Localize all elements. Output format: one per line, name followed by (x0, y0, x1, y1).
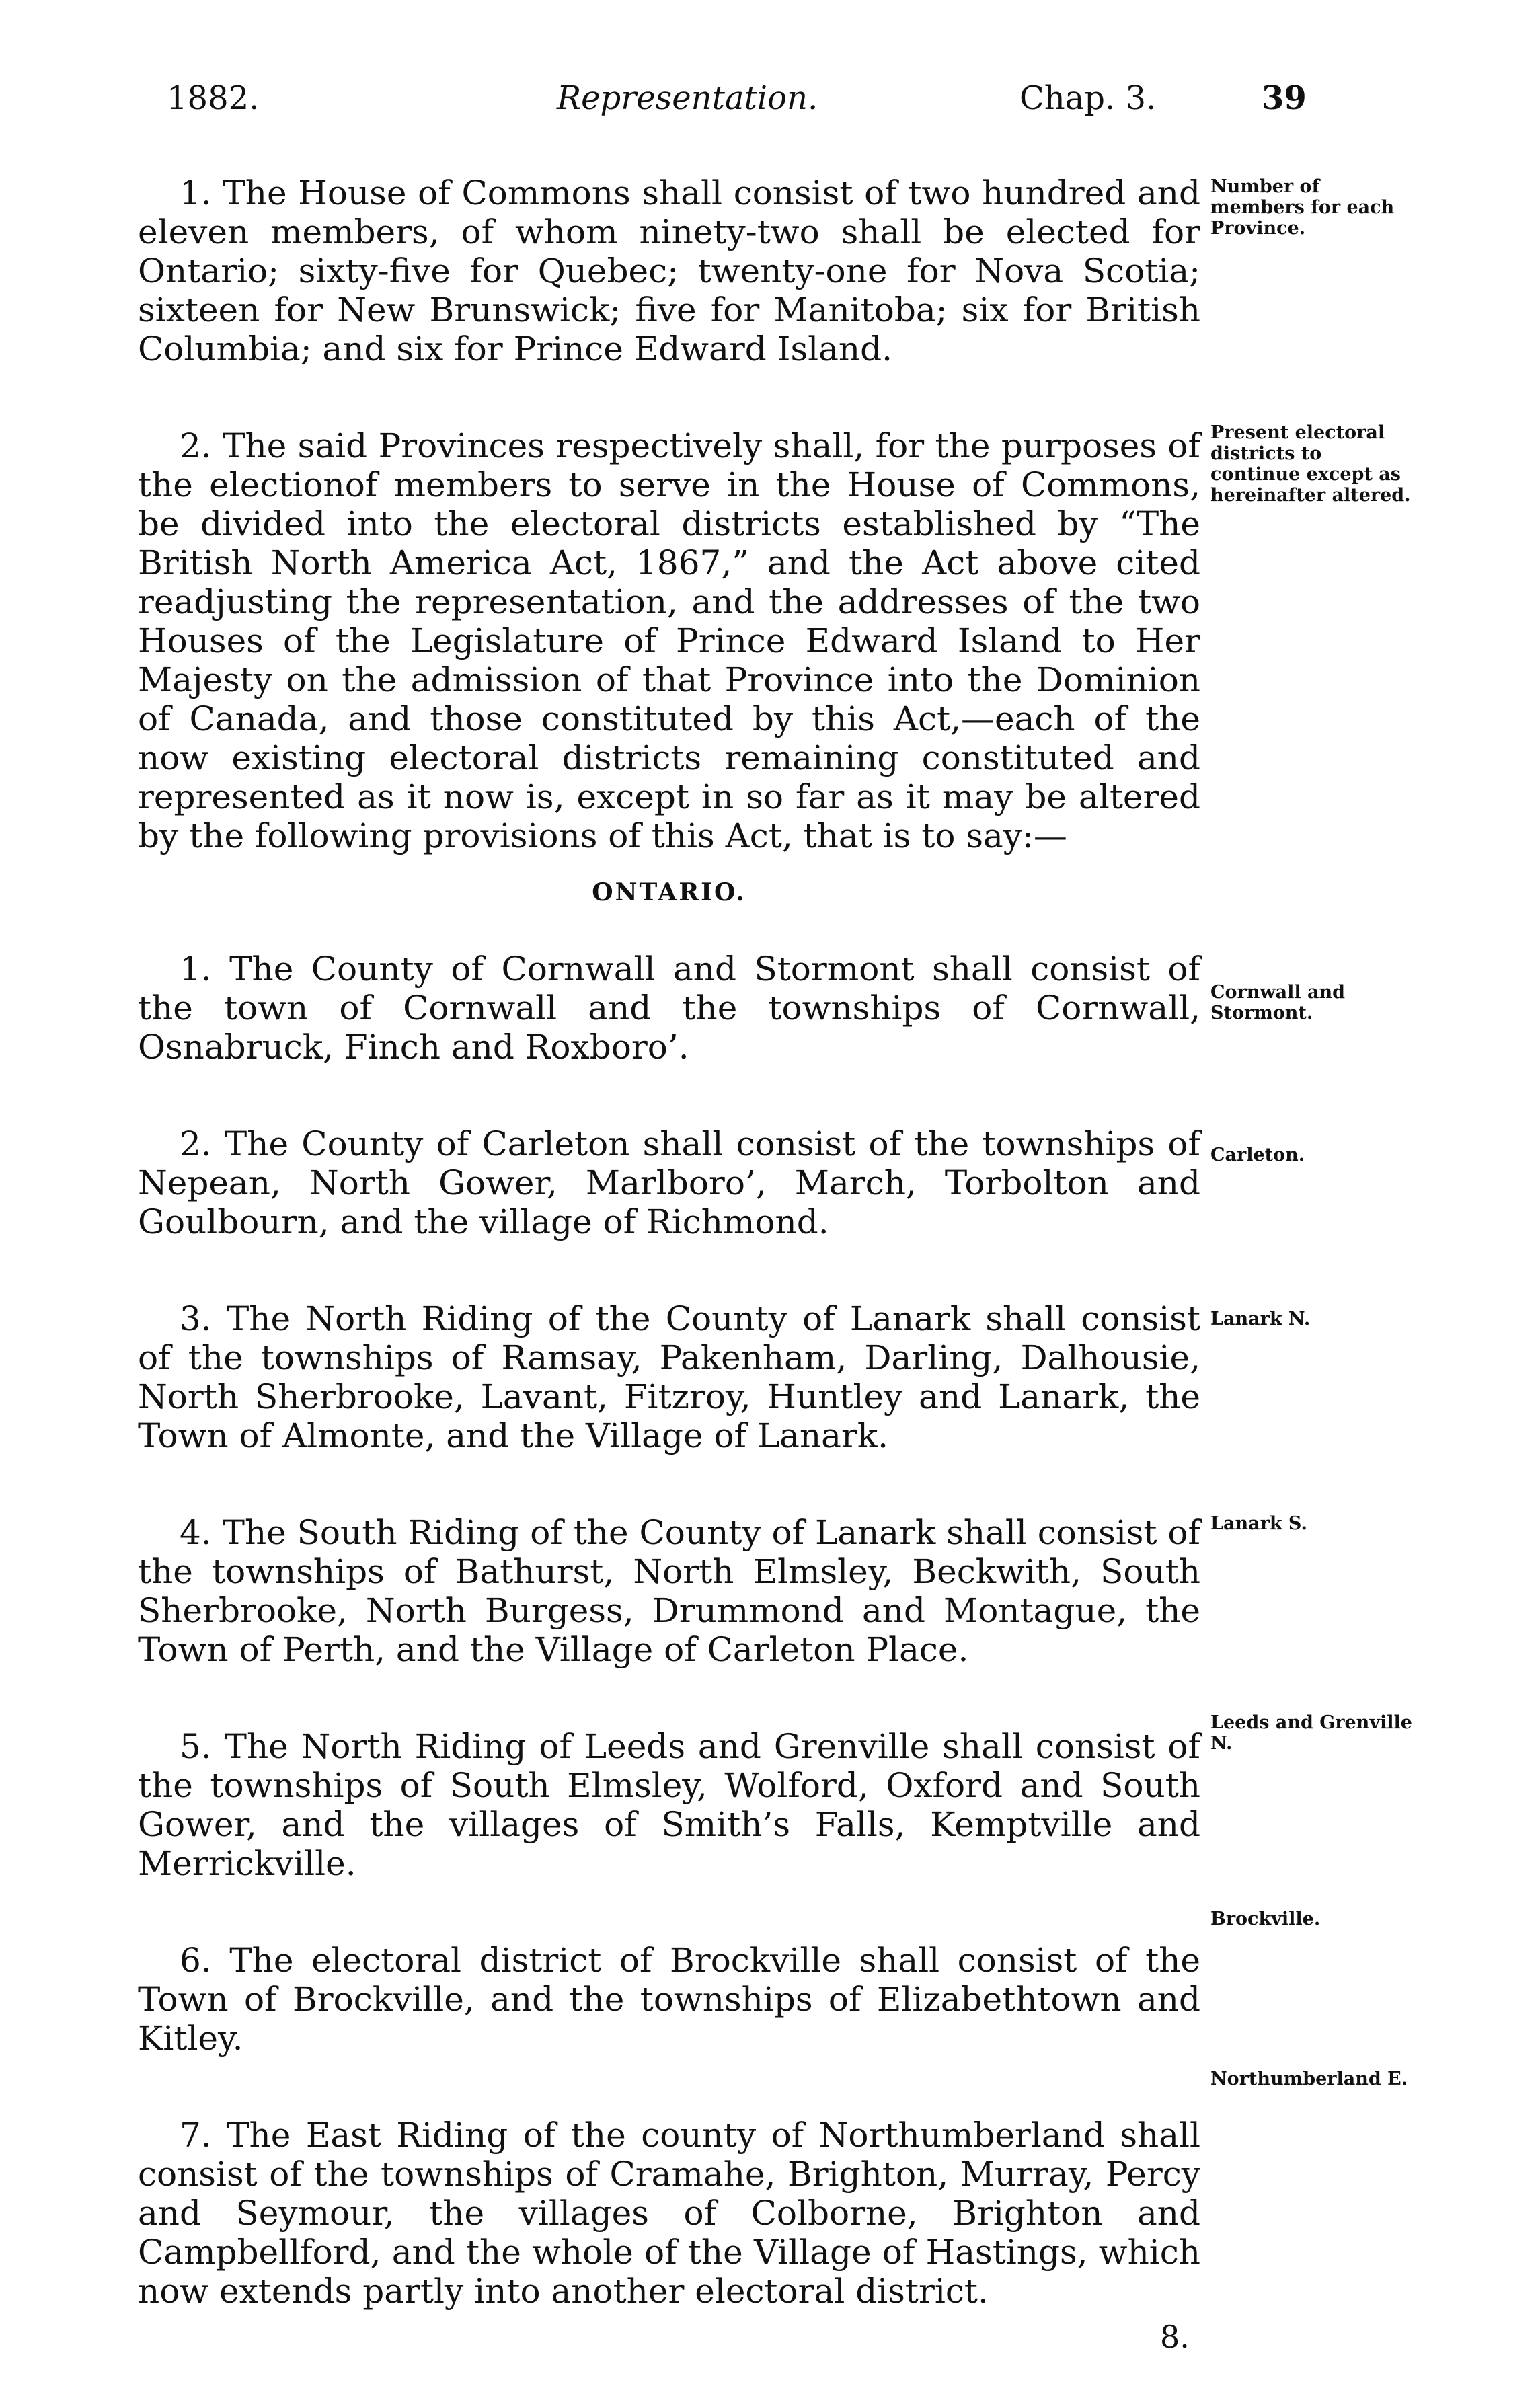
section-2-paragraph: 2. The said Provinces respectively shall, for the purposes of the electionof members to serve in the House of Commons, be divided into the electoral districts established by “The British North America Act, 1867,” and the Act above cited readjusting the representation, and the addresses of the two Houses of the Legislature of Prince Edward Island to Her Majesty on the admission of that Province into the Dominion of Canada, and those constituted by this Act,—each of the now existing electoral districts remaining constituted and represented as it now is, except in so far as it may be altered by the following provisions of this Act, that is to say:— (138, 426, 1200, 855)
district-paragraph: 5. The North Riding of Leeds and Grenville shall consist of the townships of South Elmsley, Wolford, Oxford and South Gower, and the villages of Smith’s Falls, Kemptville and Merrickville. (138, 1727, 1200, 1883)
margin-note-present-districts: Present electoral districts to continue except as hereinafter altered. (1210, 422, 1411, 506)
margin-note-carleton: Carleton. (1210, 1145, 1305, 1165)
district-paragraph: 4. The South Riding of the County of Lanark shall consist of the townships of Bathurst, North Elmsley, Beckwith, South Sherbrooke, North Burgess, Drummond and Montague, the Town of Perth, and the Village of Carleton Place. (138, 1513, 1200, 1669)
header-chapter: Chap. 3. (1019, 79, 1157, 117)
margin-note-lanark-n: Lanark N. (1210, 1309, 1311, 1330)
district-paragraph: 2. The County of Carleton shall consist of the townships of Nepean, North Gower, Marlboro’, March, Torbolton and Goulbourn, and the village of Richmond. (138, 1124, 1200, 1241)
margin-note-leeds-grenville: Leeds and Grenville N. (1210, 1712, 1412, 1754)
header-title: Representation. (557, 79, 818, 117)
margin-note-cornwall: Cornwall and Stormont. (1210, 982, 1346, 1024)
margin-note-northumberland: Northumberland E. (1210, 2069, 1408, 2089)
margin-note-lanark-s: Lanark S. (1210, 1513, 1307, 1534)
header-page-number: 39 (1262, 79, 1307, 117)
main-text (138, 174, 1200, 2311)
section-heading-ontario: ONTARIO. (592, 878, 746, 907)
district-paragraph: 1. The County of Cornwall and Stormont shall consist of the town of Cornwall and the townships of Cornwall, Osnabruck, Finch and Roxboro’. (138, 950, 1200, 1067)
district-paragraph: 3. The North Riding of the County of Lanark shall consist of the townships of Ramsay, Pakenham, Darling, Dalhousie, North Sherbrooke, Lavant, Fitzroy, Huntley and Lanark, the Town of Almonte, and the Village of Lanark. (138, 1299, 1200, 1455)
margin-note-brockville: Brockville. (1210, 1909, 1321, 1929)
header-year: 1882. (167, 79, 260, 117)
catchword: 8. (1160, 2319, 1190, 2355)
district-paragraph: 6. The electoral district of Brockville shall consist of the Town of Brockville, and the townships of Elizabethtown and Kitley. (138, 1941, 1200, 2058)
section-1-paragraph: 1. The House of Commons shall consist of two hundred and eleven members, of whom ninety-two shall be elected for Ontario; sixty-five for Quebec; twenty-one for Nova Scotia; sixteen for New Brunswick; five for Manitoba; six for British Columbia; and six for Prince Edward Island. (138, 174, 1200, 369)
margin-note-members: Number of members for each Province. (1210, 176, 1395, 239)
district-paragraph: 7. The East Riding of the county of Northumberland shall consist of the townships of Cramahe, Brighton, Murray, Percy and Seymour, the villages of Colborne, Brighton and Campbellford, and the whole of the Village of Hastings, which now extends partly into another electoral district. (138, 2116, 1200, 2311)
running-header (167, 79, 1307, 133)
